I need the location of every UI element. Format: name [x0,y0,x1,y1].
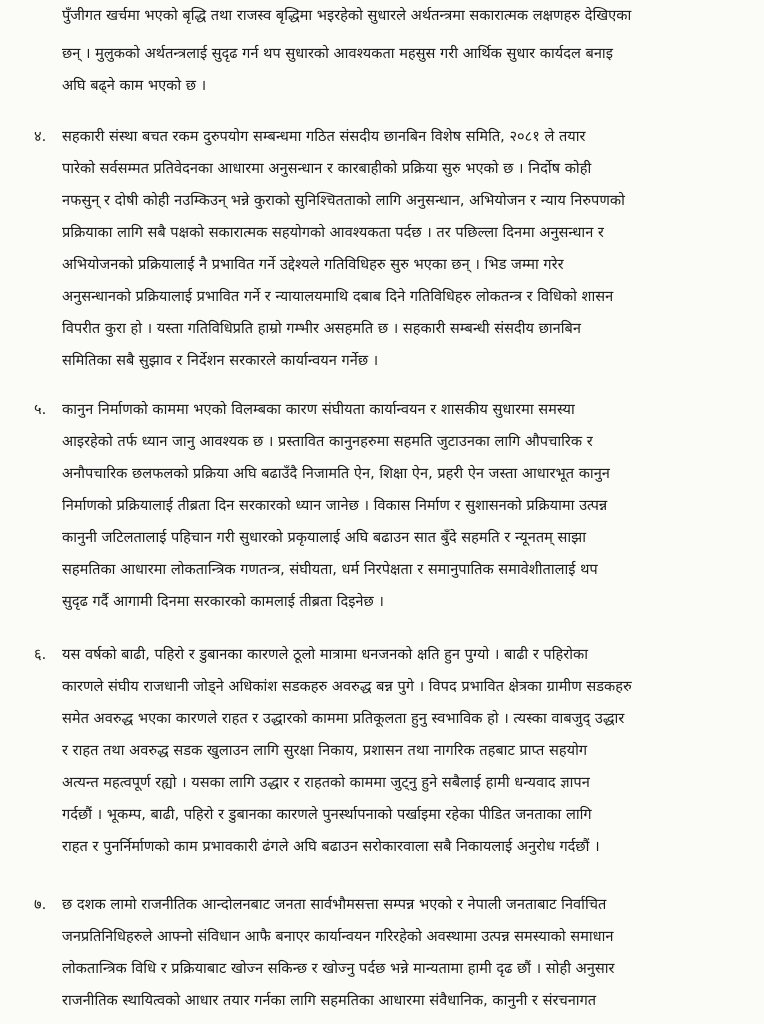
paragraph-line: गर्दछौं । भूकम्प, बाढी, पहिरो र डुबानका कारणले पुनर्स्थापनाको पर्खाइमा रहेका पीडित जनताका लागि [62,806,592,823]
section-paragraph [62,400,726,612]
paragraph-line: कानुनी जटिलतालाई पहिचान गरी सुधारको प्रकृयालाई अघि बढाउन सात बुँदे सहमति र न्यूनतम् साझा [62,529,586,546]
intro-line: पुँजीगत खर्चमा भएको बृद्धि तथा राजस्व बृद्धिमा भइरहेको सुधारले अर्थतन्त्रमा सकारात्मक लक्षणहरु देखिएका [62,7,632,24]
paragraph-line: र राहत तथा अवरुद्ध सडक खुलाउन लागि सुरक्षा निकाय, प्रशासन तथा नागरिक तहबाट प्राप्त सहयोग [62,742,588,759]
paragraph-line: अत्यन्त महत्वपूर्ण रह्यो । यसका लागि उद्धार र राहतको काममा जुट्नु हुने सबैलाई हामी धन्यवाद ज्ञापन [62,774,590,791]
section-number: ६. [34,646,47,663]
section-paragraph [62,127,726,371]
paragraph-line: अभियोजनको प्रक्रियालाई नै प्रभावित गर्ने उद्देश्यले गतिविधिहरु सुरु भएका छन् । भिड जम्मा गरेर [62,256,564,273]
paragraph-line: आइरहेको तर्फ ध्यान जानु आवश्यक छ । प्रस्तावित कानुनहरुमा सहमति जुटाउनका लागि औपचारिक र [62,433,593,450]
paragraph-line: सहकारी संस्था बचत रकम दुरुपयोग सम्बन्धमा गठित संसदीय छानबिन विशेष समिति, २०८१ ले तयार [62,128,586,145]
paragraph-line: समितिका सबै सुझाव र निर्देशन सरकारले कार्यान्वयन गर्नेछ । [62,352,379,369]
section-number: ७. [34,896,47,913]
paragraph-line: सुदृढ गर्दै आगामी दिनमा सरकारको कामलाई तीब्रता दिइनेछ । [62,593,384,610]
section-paragraph [62,895,726,1011]
section-paragraph [62,645,726,857]
section-number: ४. [34,128,47,145]
paragraph-line: जनप्रतिनिधिहरुले आफ्नो संविधान आफै बनाएर कार्यान्वयन गरिरहेको अवस्थामा उत्पन्न समस्याको समाधान [62,928,614,945]
intro-line: छन् । मुलुकको अर्थतन्त्रलाई सुदृढ गर्न थप सुधारको आवश्यकता महसुस गरी आर्थिक सुधार कार्यदल बनाइ [62,45,613,62]
paragraph-line: सहमतिका आधारमा लोकतान्त्रिक गणतन्त्र, संघीयता, धर्म निरपेक्षता र समानुपातिक समावेशीतालाई थप [62,561,598,578]
paragraph-line: प्रक्रियाका लागि सबै पक्षको सकारात्मक सहयोगको आवश्यकता पर्दछ । तर पछिल्ला दिनमा अनुसन्धान र [62,224,604,241]
paragraph-line: नफसुन् र दोषी कोही नउम्किउन् भन्ने कुराको सुनिश्चितताको लागि अनुसन्धान, अभियोजन र न्याय निरुपणको [62,192,625,209]
paragraph-line: पारेको सर्वसम्मत प्रतिवेदनका आधारमा अनुसन्धान र कारबाहीको प्रक्रिया सुरु भएको छ । निर्दोष कोही [62,160,592,177]
paragraph-line: कानुन निर्माणको काममा भएको विलम्बका कारण संघीयता कार्यान्वयन र शासकीय सुधारमा समस्या [62,401,575,418]
paragraph-line: कारणले संघीय राजधानी जोड्ने अधिकांश सडकहरु अवरुद्ध बन्न पुगे । विपद प्रभावित क्षेत्रका ग्रामीण सडकहरु [62,678,632,695]
paragraph-line: निर्माणको प्रक्रियालाई तीब्रता दिन सरकारको ध्यान जानेछ । विकास निर्माण र सुशासनको प्रक्रियामा उत्पन्न [62,497,608,514]
paragraph-line: यस वर्षको बाढी, पहिरो र डुबानका कारणले ठूलो मात्रामा धनजनको क्षति हुन पुग्यो । बाढी र पहिरोका [62,646,588,663]
paragraph-line: समेत अवरुद्ध भएका कारणले राहत र उद्धारको काममा प्रतिकूलता हुनु स्वभाविक हो । त्यस्का वाबजुद् उद्धार [62,710,625,727]
paragraph-line: राजनीतिक स्थायित्वको आधार तयार गर्नका लागि सहमतिका आधारमा संवैधानिक, कानुनी र संरचनागत [62,992,597,1009]
paragraph-line: लोकतान्त्रिक विधि र प्रक्रियाबाट खोज्न सकिन्छ र खोज्नु पर्दछ भन्ने मान्यतामा हामी दृढ छौं । सोही अनुसार [62,960,615,977]
paragraph-line: अनौपचारिक छलफलको प्रक्रिया अघि बढाउँदै निजामति ऐन, शिक्षा ऐन, प्रहरी ऐन जस्ता आधारभूत कानुन [62,465,610,482]
paragraph-line: अनुसन्धानको प्रक्रियालाई प्रभावित गर्ने र न्यायालयमाथि दबाब दिने गतिविधिहरु लोकतन्त्र र विधिको शासन [62,288,614,305]
paragraph-line: राहत र पुनर्निर्माणको काम प्रभावकारी ढंगले अघि बढाउन सरोकारवाला सबै निकायलाई अनुरोध गर्दछौं । [62,838,600,855]
section-number: ५. [34,401,47,418]
intro-line: अघि बढ्ने काम भएको छ । [62,77,207,94]
paragraph-line: विपरीत कुरा हो । यस्ता गतिविधिप्रति हाम्रो गम्भीर असहमति छ । सहकारी सम्बन्धी संसदीय छानबिन [62,320,581,337]
paragraph-line: छ दशक लामो राजनीतिक आन्दोलनबाट जनता सार्वभौमसत्ता सम्पन्न भएको र नेपाली जनताबाट निर्वाचित [62,896,607,913]
